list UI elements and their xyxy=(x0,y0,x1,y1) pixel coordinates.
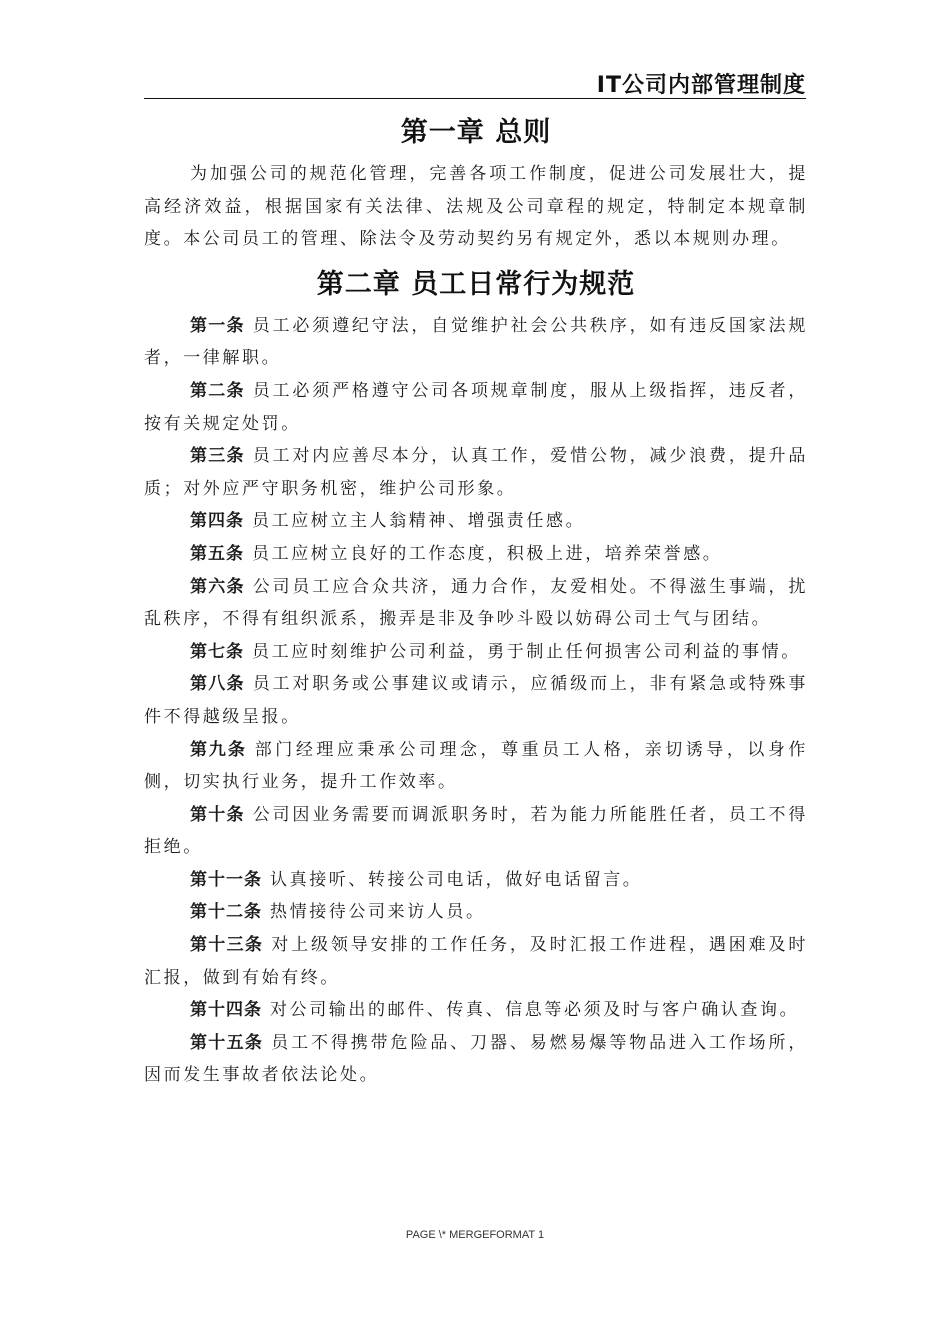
article-label: 第十四条 xyxy=(190,1000,262,1021)
article-text: 员工必须严格遵守公司各项规章制度，服从上级指挥，违反者，按有关规定处罚。 xyxy=(144,380,808,434)
article-text: 对上级领导安排的工作任务，及时汇报工作进程，遇困难及时汇报，做到有始有终。 xyxy=(144,935,809,988)
article-1 xyxy=(144,310,808,375)
article-text: 员工应树立良好的工作态度，积极上进，培养荣誉感。 xyxy=(252,543,723,564)
chapter-1-title: 第一章 总则 xyxy=(400,117,552,148)
article-label: 第七条 xyxy=(190,641,244,662)
article-5 xyxy=(144,538,808,571)
article-text: 公司员工应合众共济，通力合作，友爱相处。不得滋生事端，扰乱秩序，不得有组织派系，搬弄是非及争吵斗殴以妨碍公司士气与团结。 xyxy=(144,576,808,630)
article-label: 第八条 xyxy=(190,674,245,695)
article-3 xyxy=(144,440,808,505)
chapter-1-paragraph: 为加强公司的规范化管理，完善各项工作制度，促进公司发展壮大，提高经济效益，根据国家有关法律、法规及公司章程的规定，特制定本规章制度。本公司员工的管理、除法令及劳动契约另有规定外，悉以本规则办理。 xyxy=(144,164,808,250)
article-label: 第十二条 xyxy=(190,902,262,923)
article-14 xyxy=(144,994,808,1027)
article-text: 员工应时刻维护公司利益，勇于制止任何损害公司利益的事情。 xyxy=(252,641,801,662)
article-text: 员工不得携带危险品、刀器、易燃易爆等物品进入工作场所，因而发生事故者依法论处。 xyxy=(144,1032,809,1086)
chapter-2-title: 第二章 员工日常行为规范 xyxy=(316,268,636,300)
article-8 xyxy=(144,668,808,733)
article-text: 热情接待公司来访人员。 xyxy=(270,902,486,923)
article-10 xyxy=(144,799,808,864)
article-label: 第九条 xyxy=(190,739,247,760)
article-label: 第十条 xyxy=(190,804,245,825)
article-text: 员工应树立主人翁精神、增强责任感。 xyxy=(252,511,586,532)
article-4 xyxy=(144,505,808,538)
article-label: 第四条 xyxy=(190,511,244,532)
header-divider xyxy=(144,98,806,99)
article-7 xyxy=(144,636,808,669)
page-footer: PAGE \* MERGEFORMAT 1 xyxy=(405,1229,545,1241)
article-2 xyxy=(144,375,808,440)
article-text: 部门经理应秉承公司理念，尊重员工人格，亲切诱导，以身作侧，切实执行业务，提升工作效率。 xyxy=(144,739,809,793)
article-text: 对公司输出的邮件、传真、信息等必须及时与客户确认查询。 xyxy=(270,1000,800,1021)
article-15 xyxy=(144,1027,808,1092)
article-text: 认真接听、转接公司电话，做好电话留言。 xyxy=(270,869,643,890)
header-title: IT公司内部管理制度 xyxy=(596,73,806,98)
article-text: 公司因业务需要而调派职务时，若为能力所能胜任者，员工不得拒绝。 xyxy=(144,804,808,858)
article-6 xyxy=(144,571,808,636)
article-text: 员工必须遵纪守法，自觉维护社会公共秩序，如有违反国家法规者，一律解职。 xyxy=(144,315,808,369)
article-label: 第一条 xyxy=(190,315,245,336)
article-text: 员工对内应善尽本分，认真工作，爱惜公物，减少浪费，提升品质；对外应严守职务机密，维护公司形象。 xyxy=(144,446,808,499)
article-label: 第六条 xyxy=(190,576,245,597)
article-label: 第三条 xyxy=(190,446,245,467)
document-body xyxy=(144,108,808,1092)
article-label: 第十一条 xyxy=(190,869,262,890)
article-label: 第二条 xyxy=(190,380,245,401)
article-label: 第十五条 xyxy=(190,1032,264,1053)
article-12 xyxy=(144,896,808,929)
article-text: 员工对职务或公事建议或请示，应循级而上，非有紧急或特殊事件不得越级呈报。 xyxy=(144,674,808,727)
article-13 xyxy=(144,929,808,994)
article-label: 第五条 xyxy=(190,543,244,564)
article-9 xyxy=(144,734,808,799)
article-label: 第十三条 xyxy=(190,935,264,956)
article-11 xyxy=(144,864,808,897)
